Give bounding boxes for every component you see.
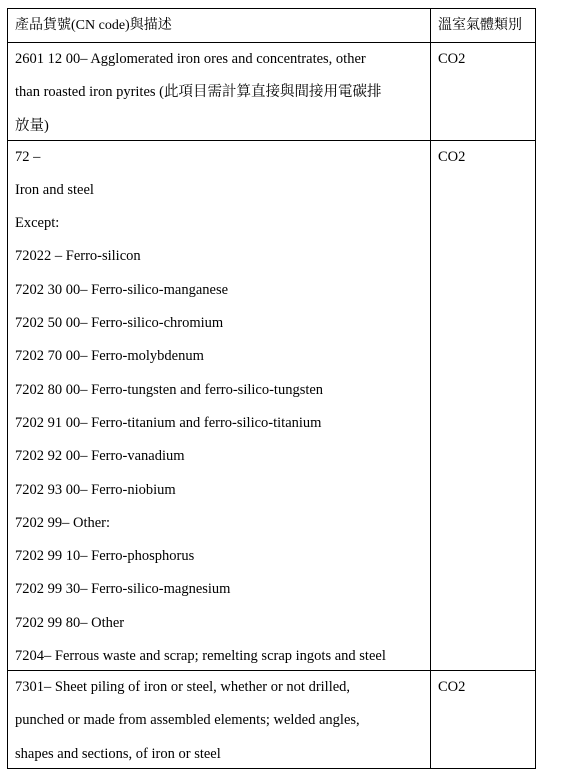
product-line: 7202 92 00– Ferro-vanadium	[15, 448, 185, 465]
product-cell	[8, 43, 431, 141]
gas-value: CO2	[438, 51, 466, 67]
product-line: 放量)	[15, 117, 49, 134]
product-line: 7202 70 00– Ferro-molybdenum	[15, 348, 204, 365]
table-row	[8, 43, 536, 141]
gas-cell	[431, 43, 536, 141]
gas-value: CO2	[438, 148, 466, 165]
product-line: Except:	[15, 215, 60, 232]
product-line: 7202 99 80– Other	[15, 614, 125, 631]
product-cell	[8, 671, 431, 769]
product-line: 7202 99 30– Ferro-silico-magnesium	[15, 581, 231, 598]
product-line: punched or made from assembled elements; welded angles,	[15, 712, 360, 729]
header-cell-gas	[431, 9, 536, 43]
gas-cell	[431, 671, 536, 769]
gas-value: CO2	[438, 679, 466, 696]
product-line: 7202 30 00– Ferro-silico-manganese	[15, 281, 229, 298]
product-line: 7202 99– Other:	[15, 514, 111, 531]
cbam-product-table	[7, 8, 536, 769]
product-line: 7202 80 00– Ferro-tungsten and ferro-silico-tungsten	[15, 381, 324, 398]
product-line: Iron and steel	[15, 181, 94, 198]
product-line: 7202 99 10– Ferro-phosphorus	[15, 548, 195, 565]
table-header-row	[8, 9, 536, 43]
product-line: 7202 91 00– Ferro-titanium and ferro-silico-titanium	[15, 414, 322, 431]
header-product-label: 產品貨號(CN code)與描述	[15, 18, 172, 33]
product-line: 7202 50 00– Ferro-silico-chromium	[15, 315, 224, 332]
product-line: 72022 – Ferro-silicon	[15, 248, 141, 265]
gas-cell	[431, 140, 536, 670]
product-line: shapes and sections, of iron or steel	[15, 745, 221, 762]
product-line: than roasted iron pyrites (此項目需計算直接與間接用電碳排	[15, 84, 382, 101]
header-cell-product	[8, 9, 431, 43]
product-line: 7301– Sheet piling of iron or steel, whether or not drilled,	[15, 679, 351, 696]
product-cell	[8, 140, 431, 670]
table-row	[8, 671, 536, 769]
product-line: 72 –	[15, 148, 41, 165]
product-line: 7202 93 00– Ferro-niobium	[15, 481, 176, 498]
product-line: 2601 12 00– Agglomerated iron ores and concentrates, other	[15, 51, 366, 67]
header-gas-label: 溫室氣體類別	[438, 18, 522, 33]
table-row	[8, 140, 536, 670]
product-line: 7204– Ferrous waste and scrap; remelting scrap ingots and steel	[15, 648, 386, 665]
